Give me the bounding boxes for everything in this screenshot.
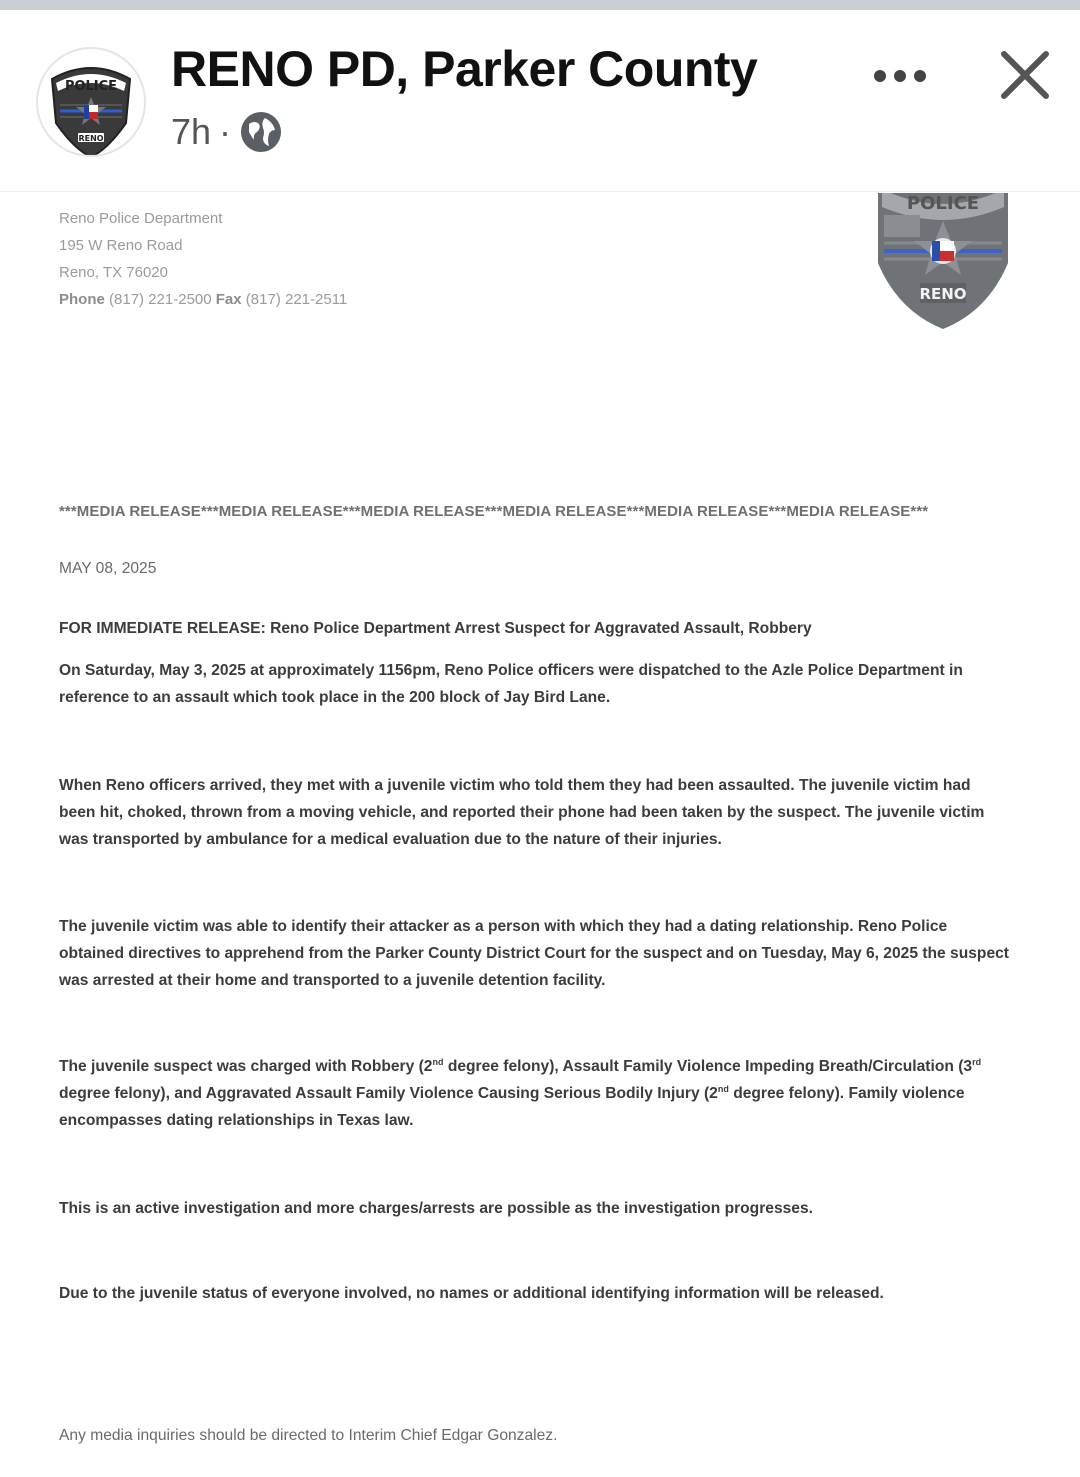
- post-header: [0, 10, 1080, 192]
- paragraph-2: When Reno officers arrived, they met with a juvenile victim who told them they had been assaulted. The juvenile victim had been hit, choked, thrown from a moving vehicle, and reported their phone had been taken by the suspect. The juvenile victim was transported by ambulance for a medical evaluation due to the nature of their injuries.: [59, 777, 985, 848]
- fax-number: (817) 221-2511: [245, 291, 348, 308]
- letterhead-org: Reno Police Department: [59, 210, 223, 227]
- media-release-banner: ***MEDIA RELEASE***MEDIA RELEASE***MEDIA RELEASE***MEDIA RELEASE***MEDIA RELEASE***MEDIA RELEASE***: [59, 503, 929, 520]
- paragraph-4: [59, 1053, 1009, 1134]
- badge-text-bottom: RENO: [78, 134, 104, 143]
- avatar[interactable]: [36, 47, 146, 157]
- press-release-image[interactable]: [0, 193, 1080, 1477]
- post-time[interactable]: 7h: [171, 111, 212, 152]
- letterhead-street: 195 W Reno Road: [59, 237, 183, 254]
- page-name[interactable]: RENO PD, Parker County: [171, 41, 758, 97]
- ordinal-sup-3: nd: [717, 1083, 729, 1094]
- paragraph-6: Due to the juvenile status of everyone involved, no names or additional identifying information will be released.: [59, 1285, 884, 1302]
- badge-watermark-top: POLICE: [906, 193, 980, 214]
- letterhead: [59, 205, 347, 313]
- globe-icon[interactable]: [239, 110, 283, 154]
- paragraph-4-part-4: degree felony). Family violence encompasses dating relationships in Texas law.: [59, 1085, 965, 1129]
- post-meta: [171, 110, 283, 154]
- top-strip: [0, 0, 1080, 10]
- meta-separator: ·: [219, 111, 232, 152]
- police-badge-watermark: [868, 193, 1018, 333]
- more-options-icon[interactable]: [868, 54, 932, 98]
- fax-label: Fax: [215, 291, 242, 308]
- police-badge-logo: [38, 49, 144, 155]
- release-headline: FOR IMMEDIATE RELEASE: Reno Police Department Arrest Suspect for Aggravated Assault, Robbery: [59, 620, 812, 637]
- badge-text-top: POLICE: [64, 79, 118, 94]
- release-date: MAY 08, 2025: [59, 560, 157, 577]
- close-icon[interactable]: [996, 46, 1054, 104]
- paragraph-4-part-2: degree felony), Assault Family Violence Impeding Breath/Circulation (3: [443, 1058, 973, 1075]
- phone-label: Phone: [59, 291, 105, 308]
- paragraph-5: This is an active investigation and more charges/arrests are possible as the investigation progresses.: [59, 1200, 813, 1217]
- ordinal-sup-1: nd: [432, 1056, 444, 1067]
- footer-contact: Any media inquiries should be directed to Interim Chief Edgar Gonzalez.: [59, 1427, 558, 1444]
- letterhead-contact: [59, 286, 347, 313]
- letterhead-city: Reno, TX 76020: [59, 264, 168, 281]
- badge-watermark-bottom: RENO: [919, 285, 967, 303]
- phone-number: (817) 221-2500: [109, 291, 212, 308]
- paragraph-4-part-1: The juvenile suspect was charged with Robbery (2: [59, 1058, 433, 1075]
- paragraph-1: On Saturday, May 3, 2025 at approximately 1156pm, Reno Police officers were dispatched to the Azle Police Department in reference to an assault which took place in the 200 block of Jay Bird Lane.: [59, 662, 963, 706]
- paragraph-3: The juvenile victim was able to identify their attacker as a person with which they had a dating relationship. Reno Police obtained directives to apprehend from the Parker County District Court for the suspect and on Tuesday, May 6, 2025 the suspect was arrested at their home and transported to a juvenile detention facility.: [59, 918, 1009, 989]
- paragraph-4-part-3: degree felony), and Aggravated Assault Family Violence Causing Serious Bodily Injury (2: [59, 1085, 718, 1102]
- ordinal-sup-2: rd: [972, 1056, 982, 1067]
